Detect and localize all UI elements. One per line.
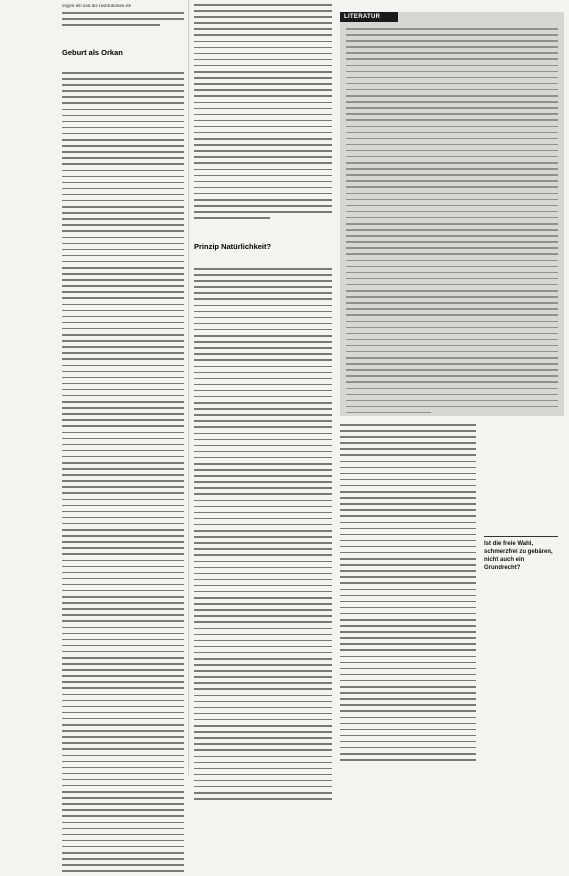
body-text-block-5 [340, 424, 476, 765]
literature-list [346, 28, 558, 418]
body-text-block-3 [194, 4, 332, 223]
body-text-block-1 [62, 12, 184, 30]
sidebar-rule [484, 536, 558, 537]
literature-box [340, 12, 564, 416]
top-snippet: ungen leb und die Institutionen ste [62, 4, 132, 9]
body-text-block-2 [62, 72, 184, 876]
section-heading-geburt-als-orkan: Geburt als Orkan [62, 48, 123, 57]
column-divider [188, 0, 189, 775]
section-heading-prinzip-natuerlichkeit: Prinzip Natürlichkeit? [194, 242, 272, 251]
literature-banner: LITERATUR [340, 12, 398, 22]
sidebar-pull-question: Ist die freie Wahl, schmerzfrei zu gebären, nicht auch ein Grundrecht? [484, 541, 553, 571]
body-text-block-4 [194, 268, 332, 804]
